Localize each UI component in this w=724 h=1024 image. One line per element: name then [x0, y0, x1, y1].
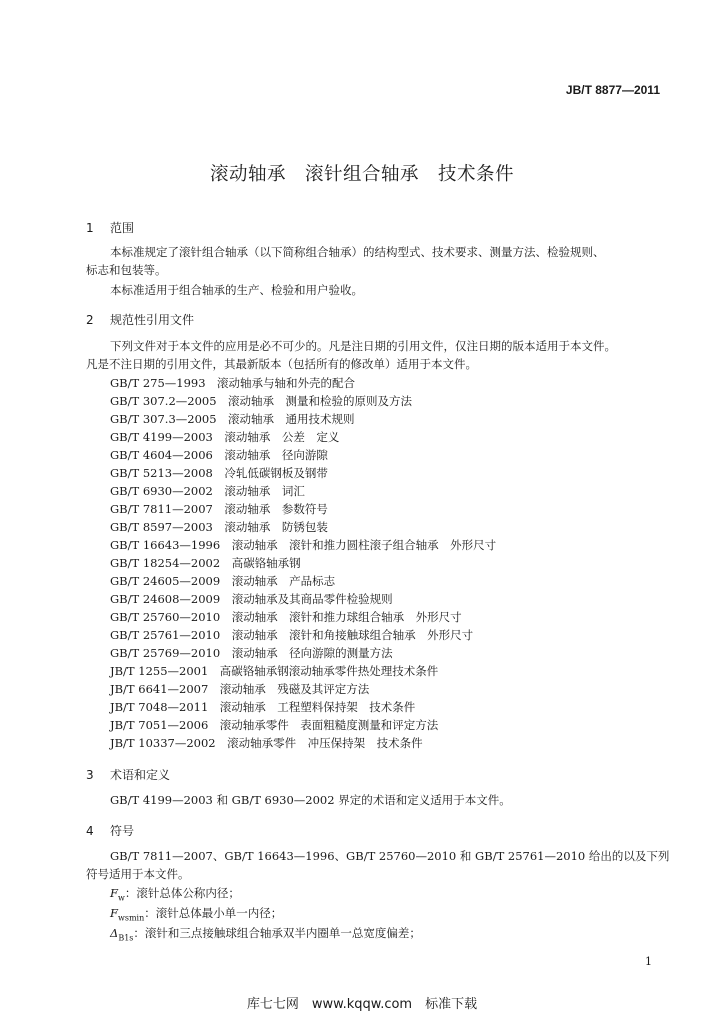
standard-code: JB/T 8877—2011 [565, 83, 660, 97]
document-title: 滚动轴承 滚针组合轴承 技术条件 [209, 164, 514, 185]
section-number: 1 [86, 221, 94, 235]
section-title: 符号 [110, 824, 135, 838]
section-1-paragraph-1-line-2: 标志和包装等。 [86, 263, 167, 277]
reference-item: JB/T 10337—2002 滚动轴承零件 冲压保持架 技术条件 [110, 736, 423, 750]
reference-item: GB/T 8597—2003 滚动轴承 防锈包装 [110, 520, 328, 534]
reference-item: GB/T 307.3—2005 滚动轴承 通用技术规则 [110, 412, 355, 426]
reference-item: GB/T 24608—2009 滚动轴承及其商品零件检验规则 [110, 592, 393, 606]
section-title: 规范性引用文件 [110, 313, 195, 327]
reference-item: GB/T 6930—2002 滚动轴承 词汇 [110, 484, 305, 498]
reference-item: GB/T 25769—2010 滚动轴承 径向游隙的测量方法 [110, 646, 393, 660]
section-4-paragraph-line-2: 符号适用于本文件。 [86, 867, 190, 881]
symbol-subscript: wsmin [117, 913, 145, 923]
section-2-intro-line-1: 下列文件对于本文件的应用是必不可少的。凡是注日期的引用文件，仅注日期的版本适用于本文件。 [110, 339, 616, 353]
section-title: 术语和定义 [110, 768, 171, 782]
reference-item: GB/T 4604—2006 滚动轴承 径向游隙 [110, 448, 328, 462]
section-title: 范围 [110, 221, 135, 235]
symbol: F [110, 906, 118, 920]
symbol-description: ：滚针总体最小单一内径； [144, 906, 283, 920]
section-1-paragraph-2: 本标准适用于组合轴承的生产、检验和用户验收。 [110, 283, 363, 297]
section-number: 2 [86, 313, 94, 327]
reference-item: JB/T 7048—2011 滚动轴承 工程塑料保持架 技术条件 [110, 700, 416, 714]
symbol-subscript: w [117, 893, 125, 903]
reference-item: JB/T 6641—2007 滚动轴承 残磁及其评定方法 [110, 682, 370, 696]
section-3-heading [86, 766, 170, 783]
section-number: 3 [86, 768, 94, 782]
reference-item: JB/T 1255—2001 高碳铬轴承钢滚动轴承零件热处理技术条件 [110, 664, 439, 678]
reference-item: GB/T 5213—2008 冷轧低碳钢板及钢带 [110, 466, 328, 480]
reference-item: GB/T 307.2—2005 滚动轴承 测量和检验的原则及方法 [110, 394, 413, 408]
symbol-subscript: B1s [118, 933, 134, 943]
section-2-intro-line-2: 凡是不注日期的引用文件，其最新版本（包括所有的修改单）适用于本文件。 [86, 357, 477, 371]
section-3-paragraph: GB/T 4199—2003 和 GB/T 6930—2002 界定的术语和定义适用于本文件。 [110, 793, 511, 807]
symbol-description: ：滚针和三点接触球组合轴承双半内圈单一总宽度偏差； [133, 926, 421, 940]
symbol: Δ [110, 926, 119, 940]
section-2-heading [86, 311, 194, 328]
reference-item: GB/T 275—1993 滚动轴承与轴和外壳的配合 [110, 376, 356, 390]
section-number: 4 [86, 824, 94, 838]
symbol: F [110, 886, 118, 900]
reference-item: GB/T 25760—2010 滚动轴承 滚针和推力球组合轴承 外形尺寸 [110, 610, 462, 624]
symbol-description: ：滚针总体公称内径； [124, 886, 240, 900]
reference-item: GB/T 25761—2010 滚动轴承 滚针和角接触球组合轴承 外形尺寸 [110, 628, 474, 642]
section-4-heading [86, 822, 134, 839]
symbol-definition [110, 924, 421, 947]
reference-item: JB/T 7051—2006 滚动轴承零件 表面粗糙度测量和评定方法 [110, 718, 439, 732]
reference-item: GB/T 16643—1996 滚动轴承 滚针和推力圆柱滚子组合轴承 外形尺寸 [110, 538, 497, 552]
section-4-paragraph-line-1: GB/T 7811—2007、GB/T 16643—1996、GB/T 25760—2010 和 GB/T 25761—2010 给出的以及下列 [110, 849, 670, 863]
reference-item: GB/T 24605—2009 滚动轴承 产品标志 [110, 574, 336, 588]
reference-item: GB/T 4199—2003 滚动轴承 公差 定义 [110, 430, 340, 444]
footer-watermark: 库七七网 www.kqqw.com 标准下载 [246, 997, 478, 1012]
reference-item: GB/T 18254—2002 高碳铬轴承钢 [110, 556, 301, 570]
reference-item: GB/T 7811—2007 滚动轴承 参数符号 [110, 502, 328, 516]
section-1-heading [86, 219, 134, 236]
page-number: 1 [645, 955, 652, 968]
section-1-paragraph-1-line-1: 本标准规定了滚针组合轴承（以下简称组合轴承）的结构型式、技术要求、测量方法、检验规则、 [110, 245, 605, 259]
